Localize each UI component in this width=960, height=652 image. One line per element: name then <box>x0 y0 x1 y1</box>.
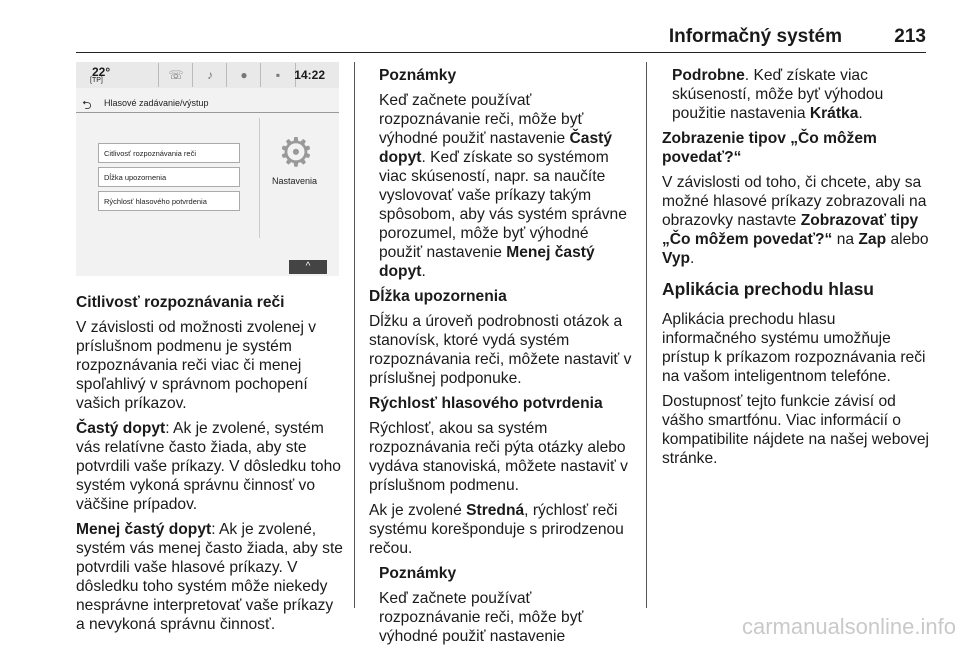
infotainment-screenshot <box>76 62 339 276</box>
media-icon: ♪ <box>192 63 227 87</box>
chevron-up-icon: ^ <box>289 260 327 274</box>
note-title: Poznámky <box>379 67 457 84</box>
heading-prompt-length: Dĺžka upozornenia <box>369 288 507 305</box>
paragraph: Častý dopyt: Ak je zvolené, systém vás relatívne často žiada, aby ste potvrdili vaše príkazy. V dôsledku toho systém vykoná správnu činnosť vo väčšine prípadov. <box>76 420 341 513</box>
column-divider-2 <box>646 62 647 608</box>
paragraph: Aplikácia prechodu hlasu informačného systému umožňuje prístup k príkazom rozpoznávania reči na vašom inteligentnom telefóne. <box>662 311 926 385</box>
heading-tips: Zobrazenie tipov „Čo môžem povedať?“ <box>662 130 877 166</box>
heading-confirmation-speed: Rýchlosť hlasového potvrdenia <box>369 395 603 412</box>
column-divider-1 <box>354 62 355 608</box>
tp-indicator: [TP] <box>90 77 103 84</box>
term: Častý dopyt <box>76 420 166 437</box>
status-bar <box>76 62 339 89</box>
note-box <box>379 66 635 281</box>
note-text: Keď začnete používať rozpoznávanie reči, môže byť výhodné použiť nastavenie <box>379 590 584 645</box>
paragraph: Menej častý dopyt: Ak je zvolené, systém vás menej často žiada, aby ste potvrdili vaše hlasové príkazy. V dôsledku toho systém môže niekedy nesprávne interpretovať vaše príkazy a nevykoná správnu činnosť. <box>76 521 343 633</box>
paragraph: Dĺžku a úroveň podrobnosti otázok a stanovísk, ktoré vydá systém rozpoznávania reči, môžete nastaviť v príslušnej podponuke. <box>369 313 632 387</box>
paragraph: V závislosti od možnosti zvolenej v príslušnom podmenu je systém rozpoznávania reči viac či menej spoľahlivý v správnom pochopení vašich príkazov. <box>76 319 317 412</box>
column-2 <box>369 66 635 652</box>
column-3 <box>662 66 930 474</box>
header-rule <box>76 52 926 53</box>
page-number: 213 <box>894 26 926 47</box>
gear-icon: ⚙ <box>278 131 314 175</box>
clock: 14:22 <box>294 68 325 82</box>
screen-separator <box>259 118 260 238</box>
phone-icon: ☏ <box>158 63 193 87</box>
paragraph: Ak je zvolené Stredná, rýchlosť reči systému korešponduje s prirodzenou rečou. <box>369 502 624 557</box>
term: Menej častý dopyt <box>76 521 212 538</box>
option-prompt-length: Dĺžka upozornenia <box>98 167 240 187</box>
paragraph: V závislosti od toho, či chcete, aby sa možné hlasové príkazy zobrazovali na obrazovky nastavte Zobrazovať tipy „Čo môžem povedať?“ na Zap alebo Vyp. <box>662 174 929 267</box>
watermark: carmanualsonline.info <box>741 614 956 639</box>
back-arrow-icon: ⮌ <box>82 98 92 112</box>
option-confirmation-speed: Rýchlosť hlasového potvrdenia <box>98 191 240 211</box>
note-continuation: Podrobne. Keď získate viac skúseností, môže byť výhodou použitie nastavenia Krátka. <box>672 67 884 122</box>
temperature: 22° <box>92 65 111 79</box>
screen-title: Hlasové zadávanie/výstup <box>104 98 209 108</box>
note-text: Keď začnete používať rozpoznávanie reči, môže byť výhodné použiť nastavenie Častý dopyt. Keď získate so systémom viac skúseností, napr. sa naučíte vyslovovať vaše príkazy takým spôsobom, aby vás systém správne porozumel, môže byť výhodné použiť nastavenie Menej častý dopyt. <box>379 92 627 280</box>
nav-icon: ● <box>226 63 261 87</box>
note-box-2 <box>379 564 635 646</box>
paragraph: Dostupnosť tejto funkcie závisí od vášho smartfónu. Viac informácií o kompatibilite nájdete na našej webovej stránke. <box>662 393 929 467</box>
header-title: Informačný systém <box>668 26 842 47</box>
apps-icon: ▪ <box>260 63 296 87</box>
note-title: Poznámky <box>379 565 457 582</box>
paragraph: Rýchlosť, akou sa systém rozpoznávania reči pýta otázky alebo vydáva stanoviská, môžete nastaviť v príslušnom podmenu. <box>369 420 628 494</box>
heading-voice-passthrough: Aplikácia prechodu hlasu <box>662 279 874 299</box>
settings-label: Nastavenia <box>272 176 318 186</box>
heading-sensitivity: Citlivosť rozpoznávania reči <box>76 294 285 311</box>
screen-rule <box>76 112 339 113</box>
option-sensitivity: Citlivosť rozpoznávania reči <box>98 143 240 163</box>
column-1 <box>76 293 346 640</box>
page-header <box>0 0 960 50</box>
